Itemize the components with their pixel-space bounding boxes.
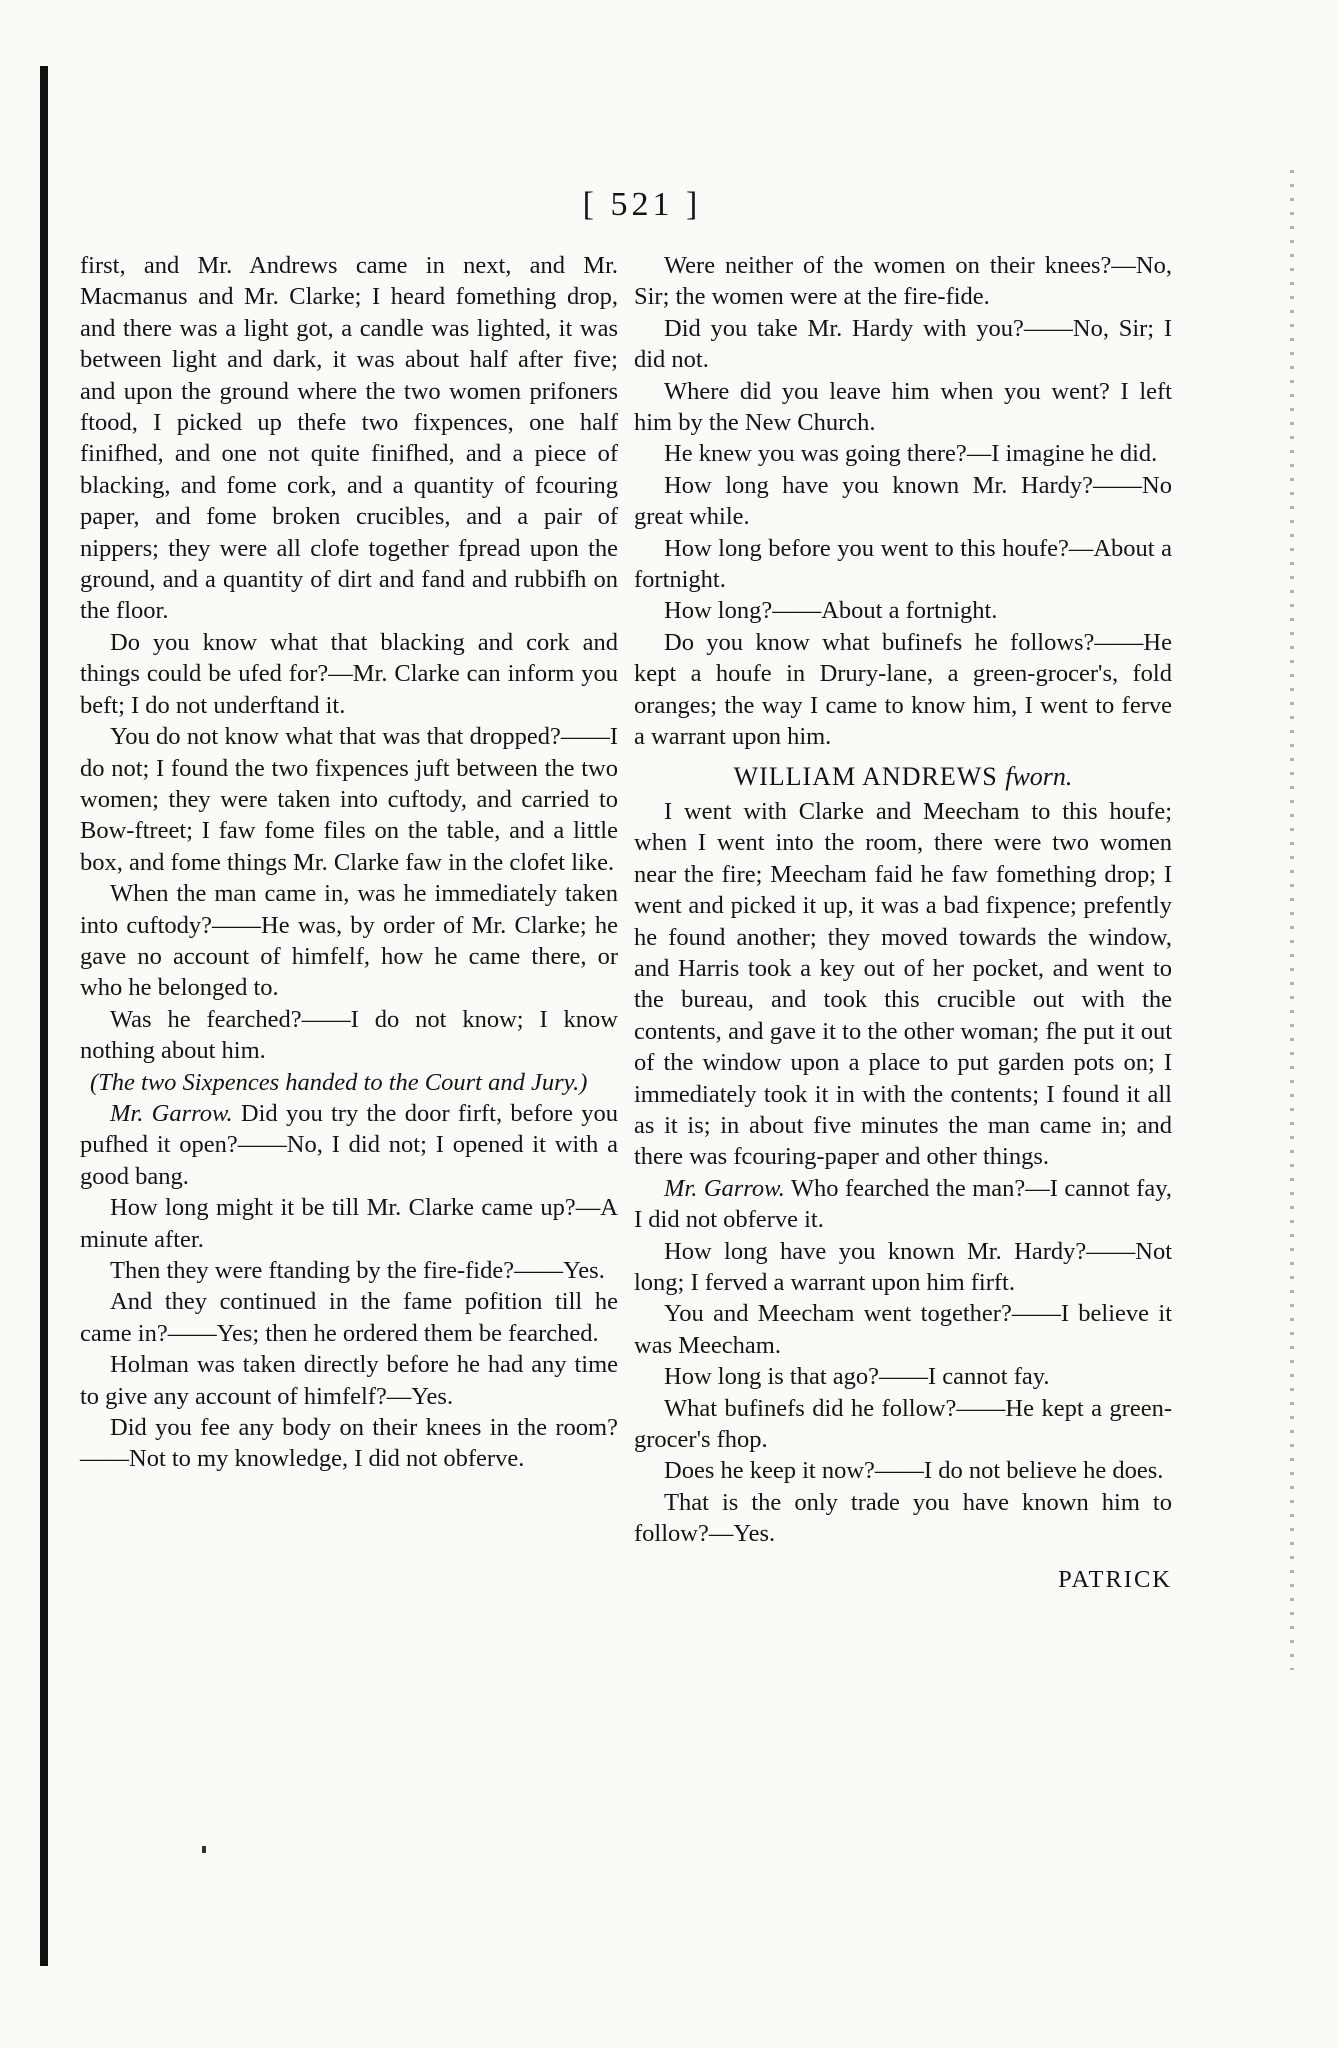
paragraph-text: Did you try the door firft, before you pufhed it open?——No, I did not; I opened it with a good bang. [80,1099,618,1190]
paragraph: Do you know what that blacking and cork and things could be ufed for?—Mr. Clarke can inform you beft; I do not underftand it. [80,628,618,719]
paragraph: When the man came in, was he immediately taken into cuftody?——He was, by order of Mr. Clarke; he gave no account of himfelf, how he came there, or who he belonged to. [80,880,618,1002]
speaker-label: Mr. Garrow. [110,1099,233,1127]
paragraph: I went with Clarke and Meecham to this houfe; when I went into the room, there were two women near the fire; Meecham faid he faw fomething drop; I went and picked it up, it was a bad fixpence; prefently he found another; they moved towards the window, and Harris took a key out of her pocket, and went to the bureau, and took this crucible out with the contents, and gave it to the other woman; fhe put it out of the window upon a place to put garden pots on; I immediately took it in with the contents; I found it all as it is; in about five minutes the man came in; and there was fcouring-paper and other things. [634,797,1172,1171]
paragraph: What bufinefs did he follow?——He kept a green-grocer's fhop. [634,1394,1172,1454]
paragraph: How long have you known Mr. Hardy?——No great while. [634,471,1172,531]
paragraph: Where did you leave him when you went? I left him by the New Church. [634,377,1172,437]
page-number: [ 521 ] [582,186,702,223]
paragraph: How long before you went to this houfe?—About a fortnight. [634,534,1172,594]
paragraph: How long have you known Mr. Hardy?——Not long; I ferved a warrant upon him firft. [634,1237,1172,1296]
paragraph: Does he keep it now?——I do not believe he does. [664,1457,1164,1485]
court-note: (The two Sixpences handed to the Court and Jury.) [90,1068,588,1096]
speaker-label: Mr. Garrow. [664,1174,785,1202]
paragraph: Was he fearched?——I do not know; I know nothing about him. [80,1005,618,1065]
witness-name: WILLIAM ANDREWS [733,761,998,791]
paragraph [80,1098,618,1192]
binding-shadow [40,66,48,1966]
paragraph: Holman was taken directly before he had any time to give any account of himfelf?—Yes. [80,1351,618,1410]
paragraph: Were neither of the women on their knees?—No, Sir; the women were at the fire-fide. [634,252,1172,311]
paragraph: Do you know what bufinefs he follows?——He kept a houfe in Drury-lane, a green-grocer's, fold oranges; the way I came to know him, I went to ferve a warrant upon him. [634,628,1172,751]
paragraph: Did you take Mr. Hardy with you?——No, Sir; I did not. [634,314,1172,374]
paragraph: That is the only trade you have known him to follow?—Yes. [634,1488,1172,1548]
paragraph: You and Meecham went together?——I believe it was Meecham. [634,1300,1172,1359]
catchword: PATRICK [1058,1565,1172,1593]
paragraph: He knew you was going there?—I imagine he did. [664,440,1158,468]
paragraph: Then they were ftanding by the fire-fide?——Yes. [110,1257,605,1284]
paragraph: first, and Mr. Andrews came in next, and Mr. Macmanus and Mr. Clarke; I heard fomething drop, and there was a light got, a candle was lighted, it was between light and dark, it was about half after five; and upon the ground where the two women prifoners ftood, I picked up thefe two fixpences, one half finifhed, and one not quite finifhed, and a piece of blacking, and fome cork, and a quantity of fcouring paper, and fome broken crucibles, and a pair of nippers; they were all clofe together fpread upon the ground, and a quantity of dirt and fand and rubbifh on the floor. [80,252,618,625]
witness-heading [634,761,1172,792]
paragraph: How long is that ago?——I cannot fay. [664,1363,1050,1391]
paragraph: You do not know what that was that dropped?——I do not; I found the two fixpences juft between the two women; they were taken into cuftody, and carried to Bow-ftreet; I faw fome files on the table, and a little box, and fome things Mr. Clarke faw in the clofet like. [80,723,618,876]
sworn-label: fworn. [1005,761,1073,791]
paragraph: How long?——About a fortnight. [664,597,998,625]
paragraph: And they continued in the fame pofition till he came in?——Yes; then he ordered them be fearched. [80,1288,618,1347]
paragraph-text: Who fearched the man?—I cannot fay, I did not obferve it. [634,1174,1173,1234]
page-edge-marks [1290,170,1294,1670]
ink-speck [202,1846,206,1853]
right-column [634,250,1172,1595]
paragraph: How long might it be till Mr. Clarke came up?—A minute after. [80,1194,618,1253]
paragraph [634,1173,1172,1236]
paragraph: Did you fee any body on their knees in the room?——Not to my knowledge, I did not obferve. [80,1414,618,1473]
left-column [80,250,618,1475]
